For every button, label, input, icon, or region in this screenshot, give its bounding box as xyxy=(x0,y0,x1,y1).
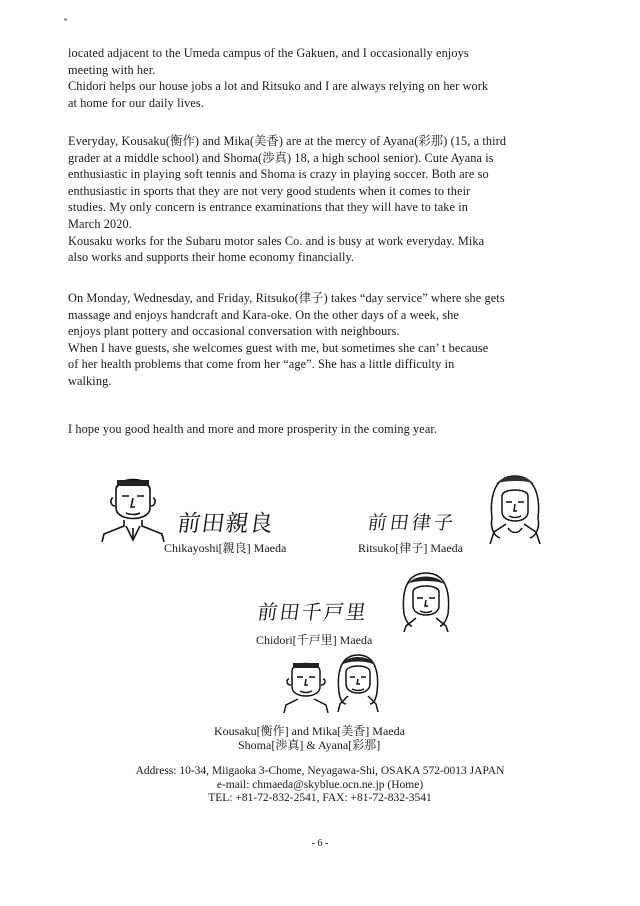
chikayoshi-portrait-icon xyxy=(100,468,166,542)
phone-fax: TEL: +81-72-832-2541, FAX: +81-72-832-3541 xyxy=(208,792,432,804)
text-line: On Monday, Wednesday, and Friday, Ritsuko(律子) takes “day service” where she gets xyxy=(68,291,505,305)
text-line: Chidori helps our house jobs a lot and Ritsuko and I are always relying on her work xyxy=(68,79,489,94)
text-line: grader at a middle school) and Shoma(渉真) 18, a high school senior). Cute Ayana is xyxy=(68,150,494,165)
ritsuko-portrait-icon xyxy=(484,472,546,544)
text-line: of her health problems that come from her “age”. She has a little difficulty in xyxy=(68,357,455,372)
family-caption-line-1: Kousaku[衡作] and Mika[美香] Maeda xyxy=(214,724,405,738)
mika-portrait-icon xyxy=(334,652,382,712)
text-line: enjoys plant pottery and occasional conversation with neighbours. xyxy=(68,324,400,339)
family-caption-line-2: Shoma[渉真] & Ayana[彩那] xyxy=(238,738,381,752)
paragraph-1 xyxy=(68,45,598,111)
chikayoshi-signature: 前田親良 xyxy=(175,511,276,537)
chidori-signature: 前田千戸里 xyxy=(256,600,370,624)
scan-dot xyxy=(64,18,67,21)
email-address: e-mail: chmaeda@skyblue.ocn.ne.jp (Home) xyxy=(216,778,424,791)
text-line: studies. My only concern is entrance examinations that they will have to take in xyxy=(68,200,469,215)
paragraph-3 xyxy=(68,290,598,390)
postal-address: Address: 10-34, Miigaoka 3-Chome, Neyagawa-Shi, OSAKA 572-0013 JAPAN xyxy=(135,765,505,777)
page-number: - 6 - xyxy=(311,838,329,849)
chidori-caption: Chidori[千戸里] Maeda xyxy=(256,633,373,647)
text-line: March 2020. xyxy=(68,216,132,231)
text-line: also works and supports their home economy financially. xyxy=(68,250,355,265)
text-line: at home for our daily lives. xyxy=(68,95,204,110)
text-line: Everyday, Kousaku(衡作) and Mika(美香) are at the mercy of Ayana(彩那) (15, a third xyxy=(68,134,507,148)
text-line: I hope you good health and more and more prosperity in the coming year. xyxy=(68,422,438,436)
contact-block xyxy=(0,765,640,806)
ritsuko-caption: Ritsuko[律子] Maeda xyxy=(358,541,463,555)
text-line: enthusiastic in sports that they are not very good students when it comes to their xyxy=(68,183,471,198)
text-line: massage and enjoys handcraft and Kara-oke. On the other days of a week, she xyxy=(68,307,459,322)
text-line: meeting with her. xyxy=(68,62,156,77)
text-line: Kousaku works for the Subaru motor sales Co. and is busy at work everyday. Mika xyxy=(68,233,485,248)
closing-paragraph xyxy=(68,421,598,438)
text-line: When I have guests, she welcomes guest with me, but sometimes she can’ t because xyxy=(68,340,489,355)
text-line: located adjacent to the Umeda campus of the Gakuen, and I occasionally enjoys xyxy=(68,46,469,60)
text-line: enthusiastic in playing soft tennis and Shoma is crazy in playing soccer. Both are so xyxy=(68,167,489,182)
text-line: walking. xyxy=(68,373,112,388)
kousaku-portrait-icon xyxy=(282,655,330,713)
chidori-portrait-icon xyxy=(398,570,454,632)
ritsuko-signature: 前田律子 xyxy=(366,512,458,534)
chikayoshi-caption: Chikayoshi[親良] Maeda xyxy=(164,541,287,555)
paragraph-2 xyxy=(68,133,598,266)
